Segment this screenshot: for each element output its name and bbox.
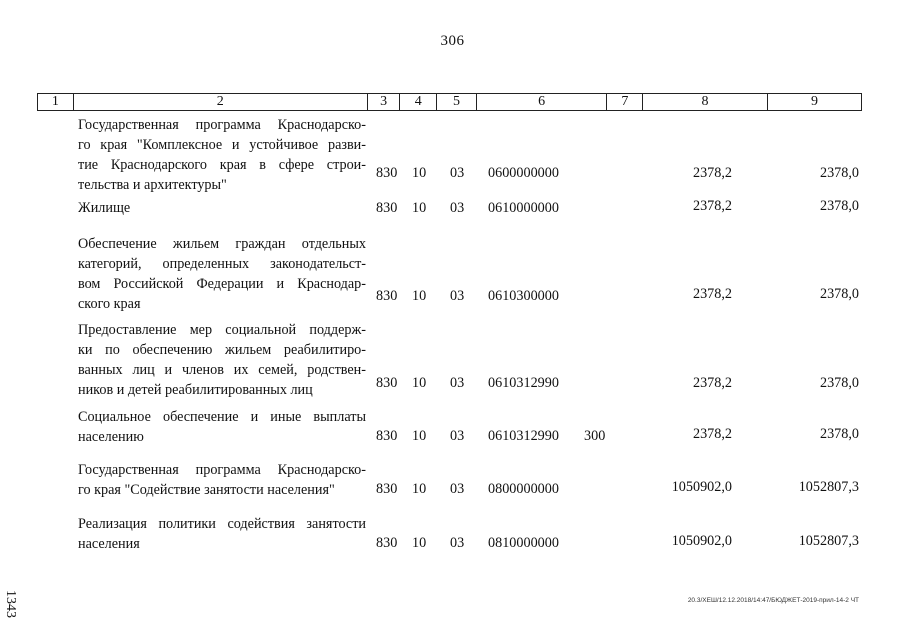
header-col-2: 2 <box>74 94 368 110</box>
cell-rz: 10 <box>412 375 427 391</box>
row-description <box>78 514 366 554</box>
description-line: Государственная программа Краснодарско- <box>78 117 366 133</box>
cell-ved: 830 <box>376 200 398 216</box>
description-line: категорий, определенных законодательст- <box>78 256 366 272</box>
row-description <box>78 198 366 218</box>
row-description <box>78 234 366 314</box>
description-line: Реализация политики содействия занятости <box>78 516 366 532</box>
header-col-1: 1 <box>38 94 74 110</box>
cell-rz: 10 <box>412 428 427 444</box>
cell-amount-2021: 2378,0 <box>819 375 859 391</box>
row-description <box>78 115 366 195</box>
cell-csr: 0610312990 <box>488 375 559 391</box>
cell-csr: 0610300000 <box>488 288 559 304</box>
description-line: Государственная программа Краснодарско- <box>78 462 366 478</box>
cell-pr: 03 <box>450 535 465 551</box>
cell-amount-2021: 2378,0 <box>819 286 859 302</box>
cell-ved: 830 <box>376 535 398 551</box>
cell-pr: 03 <box>450 375 465 391</box>
description-line: тельства и архитектуры" <box>78 177 227 193</box>
cell-pr: 03 <box>450 165 465 181</box>
cell-csr: 0810000000 <box>488 535 559 551</box>
description-line: го края "Комплексное и устойчивое разви- <box>78 137 366 153</box>
cell-rz: 10 <box>412 535 427 551</box>
description-line: Обеспечение жильем граждан отдельных <box>78 236 366 252</box>
header-col-7: 7 <box>607 94 643 110</box>
cell-pr: 03 <box>450 428 465 444</box>
cell-ved: 830 <box>376 288 398 304</box>
cell-amount-2021: 2378,0 <box>819 165 859 181</box>
cell-csr: 0610312990 <box>488 428 559 444</box>
cell-amount-2020: 2378,2 <box>692 426 732 442</box>
header-col-5: 5 <box>437 94 477 110</box>
cell-amount-2020: 2378,2 <box>692 165 732 181</box>
description-line: ванных лиц и членов их семей, родствен- <box>78 362 366 378</box>
side-page-number: 1343 <box>3 590 18 618</box>
description-line: Социальное обеспечение и иные выплаты <box>78 409 366 425</box>
footer-file-stamp: 20.3/ХЕШ/12.12.2018/14:47/БЮДЖЕТ-2019-прил-14-2 ЧТ <box>687 597 859 604</box>
header-col-3: 3 <box>368 94 401 110</box>
cell-ved: 830 <box>376 375 398 391</box>
cell-csr: 0600000000 <box>488 165 559 181</box>
description-line: ского края <box>78 296 141 312</box>
cell-amount-2020: 2378,2 <box>692 375 732 391</box>
cell-ved: 830 <box>376 165 398 181</box>
cell-rz: 10 <box>412 481 427 497</box>
row-description <box>78 407 366 447</box>
cell-csr: 0610000000 <box>488 200 559 216</box>
cell-amount-2020: 2378,2 <box>692 286 732 302</box>
cell-amount-2020: 2378,2 <box>692 198 732 214</box>
row-description <box>78 460 366 500</box>
description-line: тие Краснодарского края в сфере строи- <box>78 157 366 173</box>
description-line: ников и детей реабилитированных лиц <box>78 382 313 398</box>
cell-pr: 03 <box>450 481 465 497</box>
header-col-8: 8 <box>643 94 768 110</box>
cell-amount-2021: 1052807,3 <box>798 533 859 549</box>
cell-vr: 300 <box>584 428 606 444</box>
cell-rz: 10 <box>412 288 427 304</box>
cell-ved: 830 <box>376 428 398 444</box>
description-line: населения <box>78 536 140 552</box>
description-line: ки по обеспечению жильем реабилитиро- <box>78 342 366 358</box>
cell-amount-2020: 1050902,0 <box>671 479 732 495</box>
page-number: 306 <box>440 33 465 49</box>
description-line: го края "Содействие занятости населения" <box>78 482 335 498</box>
cell-rz: 10 <box>412 200 427 216</box>
cell-pr: 03 <box>450 200 465 216</box>
header-col-9: 9 <box>810 94 818 109</box>
cell-amount-2021: 2378,0 <box>819 426 859 442</box>
header-col-6: 6 <box>477 94 608 110</box>
cell-pr: 03 <box>450 288 465 304</box>
row-description <box>78 320 366 400</box>
cell-amount-2021: 1052807,3 <box>798 479 859 495</box>
cell-ved: 830 <box>376 481 398 497</box>
table-header <box>37 93 862 111</box>
cell-rz: 10 <box>412 165 427 181</box>
description-line: вом Российской Федерации и Краснодар- <box>78 276 366 292</box>
description-line: Предоставление мер социальной поддерж- <box>78 322 366 338</box>
cell-csr: 0800000000 <box>488 481 559 497</box>
header-col-4: 4 <box>400 94 437 110</box>
description-line: Жилище <box>78 200 131 216</box>
description-line: населению <box>78 429 144 445</box>
cell-amount-2021: 2378,0 <box>819 198 859 214</box>
cell-amount-2020: 1050902,0 <box>671 533 732 549</box>
